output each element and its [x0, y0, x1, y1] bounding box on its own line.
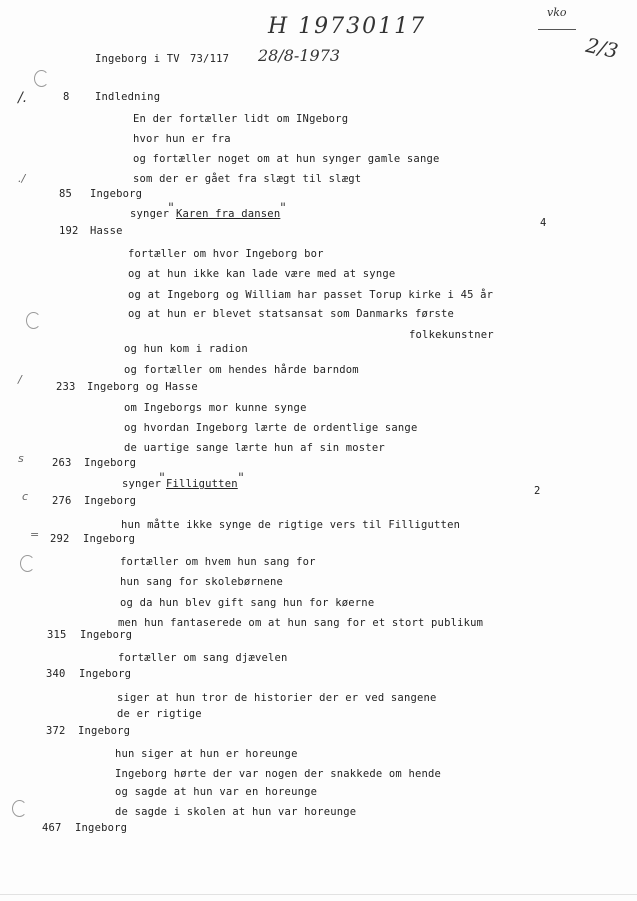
entry-time: 292: [50, 533, 70, 545]
quote-mark-close: ": [238, 471, 244, 486]
entry-line: og fortæller om hendes hårde barndom: [124, 364, 359, 376]
entry-speaker: Ingeborg: [75, 822, 128, 834]
entry-line: En der fortæller lidt om INgeborg: [133, 113, 349, 125]
document-title: Ingeborg i TV: [95, 53, 180, 65]
entry-speaker: Ingeborg: [83, 533, 136, 545]
page-bottom-edge: [0, 894, 637, 895]
entry-line: og hvordan Ingeborg lærte de ordentlige sange: [124, 422, 418, 434]
entry-line: fortæller om hvor Ingeborg bor: [128, 248, 324, 260]
entry-line: fortæller om hvem hun sang for: [120, 556, 316, 568]
entry-speaker: Hasse: [90, 225, 123, 237]
entry-line: hun måtte ikke synge de rigtige vers til Filligutten: [121, 519, 461, 531]
entry-speaker: Ingeborg: [84, 495, 137, 507]
margin-tick-mark: =: [30, 528, 40, 541]
margin-number: 2: [534, 485, 541, 497]
song-title: Karen fra dansen: [176, 208, 281, 220]
entry-time: 340: [46, 668, 66, 680]
quote-mark-open: ": [159, 471, 165, 486]
song-prefix: synger: [122, 478, 162, 490]
entry-speaker: Ingeborg: [80, 629, 133, 641]
entry-speaker: Ingeborg: [90, 188, 143, 200]
quote-mark-open: ": [168, 201, 174, 216]
entry-line: og sagde at hun var en horeunge: [115, 786, 318, 798]
margin-tick-mark: /: [18, 373, 22, 386]
entry-speaker: Indledning: [95, 91, 161, 103]
document-code: 73/117: [190, 53, 230, 65]
entry-line: siger at hun tror de historier der er ved sangene: [117, 692, 437, 704]
entry-line: om Ingeborgs mor kunne synge: [124, 402, 307, 414]
entry-line: hun sang for skolebørnene: [120, 576, 284, 588]
entry-line: de er rigtige: [117, 708, 202, 720]
entry-line: men hun fantaserede om at hun sang for et stort publikum: [118, 617, 484, 629]
entry-speaker: Ingeborg og Hasse: [87, 381, 198, 393]
initials-handwritten: vko: [547, 6, 567, 19]
margin-tick-mark: s: [18, 452, 24, 465]
entry-speaker: Ingeborg: [79, 668, 132, 680]
song-prefix: synger: [130, 208, 170, 220]
entry-time: 85: [59, 188, 73, 200]
entry-time: 276: [52, 495, 72, 507]
entry-line: fortæller om sang djævelen: [118, 652, 288, 664]
margin-tick-mark: c: [22, 490, 29, 503]
entry-line: som der er gået fra slægt til slægt: [133, 173, 362, 185]
date-handwritten: 28/8-1973: [258, 46, 341, 65]
initials-rule: [538, 29, 576, 30]
margin-tick-mark: /.: [18, 90, 28, 106]
entry-line: hvor hun er fra: [133, 133, 231, 145]
binder-hole-mark: [12, 800, 27, 817]
entry-line: og at hun ikke kan lade være med at synge: [128, 268, 396, 280]
entry-line: Ingeborg hørte der var nogen der snakkede om hende: [115, 768, 442, 780]
quote-mark-close: ": [280, 201, 286, 216]
entry-line: og fortæller noget om at hun synger gamle sange: [133, 153, 440, 165]
entry-line: folkekunstner: [409, 329, 494, 341]
entry-time: 8: [63, 91, 70, 103]
entry-speaker: Ingeborg: [84, 457, 137, 469]
entry-line: og at hun er blevet statsansat som Danmarks første: [128, 308, 455, 320]
entry-line: hun siger at hun er horeunge: [115, 748, 298, 760]
entry-line: og at Ingeborg og William har passet Torup kirke i 45 år: [128, 289, 494, 301]
entry-time: 467: [42, 822, 62, 834]
entry-time: 233: [56, 381, 76, 393]
song-title: Filligutten: [166, 478, 238, 490]
entry-time: 315: [47, 629, 67, 641]
archive-number-handwritten: H 19730117: [268, 14, 427, 39]
entry-time: 263: [52, 457, 72, 469]
margin-number: 4: [540, 217, 547, 229]
entry-speaker: Ingeborg: [78, 725, 131, 737]
binder-hole-mark: [34, 70, 49, 87]
page-fraction-handwritten: 2/3: [583, 32, 621, 64]
margin-tick-mark: ./: [18, 172, 26, 185]
entry-time: 192: [59, 225, 79, 237]
binder-hole-mark: [26, 312, 41, 329]
entry-time: 372: [46, 725, 66, 737]
entry-line: og hun kom i radion: [124, 343, 248, 355]
binder-hole-mark: [20, 555, 35, 572]
entry-line: de sagde i skolen at hun var horeunge: [115, 806, 357, 818]
entry-line: de uartige sange lærte hun af sin moster: [124, 442, 385, 454]
entry-line: og da hun blev gift sang hun for køerne: [120, 597, 375, 609]
